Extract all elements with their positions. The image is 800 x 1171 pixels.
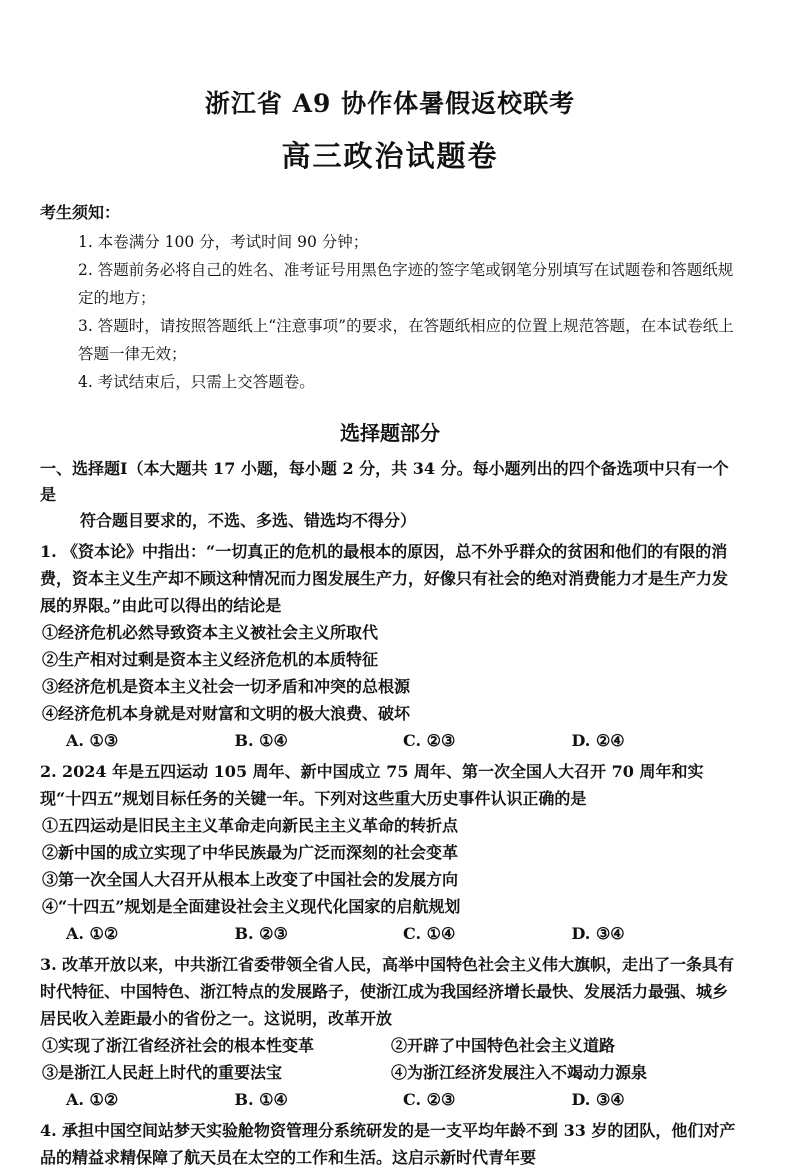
- question-text: 承担中国空间站梦天实验舱物资管理分系统研发的是一支平均年龄不到 33 岁的团队，他们对产品的精益求精保障了航天员在太空的工作和生活。这启示新时代青年要: [40, 1121, 736, 1167]
- question-text: 2024 年是五四运动 105 周年、新中国成立 75 周年、第一次全国人大召开 70 周年和实现“十四五”规划目标任务的关键一年。下列对这些重大历史事件认识正确的是: [40, 762, 704, 808]
- notice-list: [78, 228, 740, 396]
- question-stem: [40, 758, 740, 812]
- question-option: ③经济危机是资本主义社会一切矛盾和冲突的总根源: [42, 677, 411, 696]
- choice-a: A. ①②: [66, 924, 119, 943]
- choice-d: D. ②④: [571, 731, 625, 750]
- choice-b: B. ②③: [234, 924, 288, 943]
- choice-d: D. ③④: [571, 924, 625, 943]
- choice-c: C. ①④: [403, 924, 456, 943]
- answer-choices: [40, 920, 740, 947]
- question-3: [40, 951, 740, 1113]
- question-number: 3.: [40, 955, 57, 974]
- notice-item: 2. 答题前务必将自己的姓名、准考证号用黑色字迹的签字笔或钢笔分别填写在试题卷和答题纸规定的地方；: [78, 261, 734, 307]
- question-4: [40, 1117, 740, 1171]
- part-heading: [40, 456, 740, 534]
- question-option: ②新中国的成立实现了中华民族最为广泛而深刻的社会变革: [42, 843, 459, 862]
- question-text: 《资本论》中指出：“一切真正的危机的最根本的原因，总不外乎群众的贫困和他们的有限的消费，资本主义生产却不顾这种情况而力图发展生产力，好像只有社会的绝对消费能力才是生产力发展的界限。”由此可以得出的结论是: [40, 542, 729, 615]
- option-row: [40, 1059, 740, 1086]
- question-option: ①经济危机必然导致资本主义被社会主义所取代: [42, 623, 379, 642]
- question-option: ①实现了浙江省经济社会的根本性变革: [42, 1036, 315, 1055]
- choice-a: A. ①②: [66, 1090, 119, 1109]
- question-option: ④经济危机本身就是对财富和文明的极大浪费、破坏: [42, 704, 411, 723]
- choice-b: B. ①④: [234, 731, 288, 750]
- question-1: [40, 538, 740, 754]
- notice-item: 4. 考试结束后，只需上交答题卷。: [78, 373, 315, 391]
- choice-c: C. ②③: [403, 1090, 456, 1109]
- option-row: [40, 1032, 740, 1059]
- question-number: 2.: [40, 762, 57, 781]
- question-text: 改革开放以来，中共浙江省委带领全省人民，高举中国特色社会主义伟大旗帜，走出了一条具有时代特征、中国特色、浙江特点的发展路子，使浙江成为我国经济增长最快、发展活力最强、城乡居民收入差距最小的省份之一。这说明，改革开放: [40, 955, 735, 1028]
- choice-a: A. ①③: [66, 731, 119, 750]
- question-option: ④“十四五”规划是全面建设社会主义现代化国家的启航规划: [42, 897, 461, 916]
- paper-title: 高三政治试题卷: [281, 139, 499, 173]
- question-option: ③第一次全国人大召开从根本上改变了中国社会的发展方向: [42, 870, 459, 889]
- part-heading-line2: 符合题目要求的，不选、多选、错选均不得分）: [80, 511, 417, 530]
- answer-choices: [40, 1086, 740, 1113]
- choice-c: C. ②③: [403, 731, 456, 750]
- question-2: [40, 758, 740, 947]
- exam-name: 浙江省 A9 协作体暑假返校联考: [204, 89, 576, 118]
- answer-choices: [40, 727, 740, 754]
- question-stem: [40, 1117, 740, 1171]
- question-option: ②开辟了中国特色社会主义道路: [391, 1036, 616, 1055]
- question-option: ④为浙江经济发展注入不竭动力源泉: [391, 1063, 648, 1082]
- question-option: ①五四运动是旧民主主义革命走向新民主主义革命的转折点: [42, 816, 459, 835]
- choice-d: D. ③④: [571, 1090, 625, 1109]
- question-number: 4.: [40, 1121, 57, 1140]
- notice-heading: 考生须知：: [40, 203, 121, 222]
- choice-b: B. ①④: [234, 1090, 288, 1109]
- question-option: ③是浙江人民赶上时代的重要法宝: [42, 1063, 283, 1082]
- question-stem: [40, 538, 740, 619]
- notice-item: 1. 本卷满分 100 分，考试时间 90 分钟；: [78, 233, 369, 251]
- question-option: ②生产相对过剩是资本主义经济危机的本质特征: [42, 650, 379, 669]
- notice-item: 3. 答题时，请按照答题纸上“注意事项”的要求，在答题纸相应的位置上规范答题，在本试卷纸上答题一律无效；: [78, 317, 734, 363]
- question-number: 1.: [40, 542, 57, 561]
- part-heading-line1: 一、选择题Ⅰ（本大题共 17 小题，每小题 2 分，共 34 分。每小题列出的四个备选项中只有一个是: [40, 459, 729, 504]
- section-title: 选择题部分: [340, 421, 440, 445]
- question-stem: [40, 951, 740, 1032]
